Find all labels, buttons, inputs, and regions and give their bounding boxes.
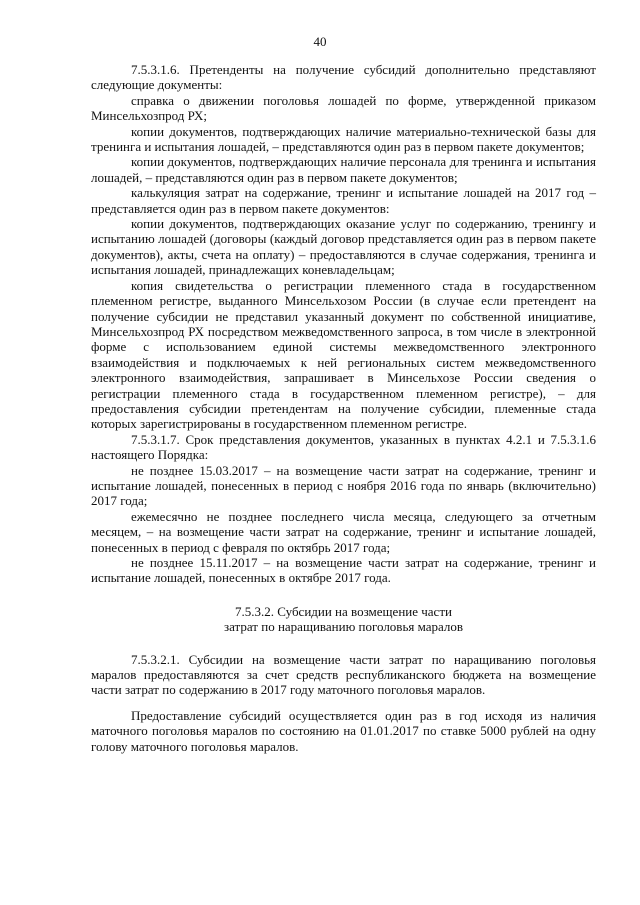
paragraph-breeding-herd-certificate: копия свидетельства о регистрации племенного стада в государственном племенном регистре, выданного Минсельхозом России (в случае если претендент на получение субсидии не представил указанный документ по собственной инициативе, Минсельхозпрод РХ посредством межведомственного запроса, в том числе в электронной форме с использованием единой системы межведомственного электронного взаимодействия и подключаемых к ней региональных систем межведомственного электронного взаимодействия, запрашивает в Минсельхозе России сведения о регистрации племенного стада в государственном племенном регистре), – для предоставления субсидии претендентам на получение субсидии, племенные стада которых зарегистрированы в государственном племенном регистре.	[91, 277, 596, 432]
paragraph-7-5-3-1-7: 7.5.3.1.7. Срок представления документов, указанных в пунктах 4.2.1 и 7.5.3.1.6 настоящего Порядка:	[91, 431, 596, 463]
paragraph-service-documents: копии документов, подтверждающих оказание услуг по содержанию, тренингу и испытанию лошадей (договоры (каждый договор представляется один раз в первом пакете документов), акты, счета на оплату) – предоставляются в случае содержания, тренинга и испытания лошадей, принадлежащих коневладельцам;	[91, 216, 596, 278]
paragraph-cost-calculation: калькуляция затрат на содержание, тренинг и испытание лошадей на 2017 год – представляется один раз в первом пакете документов:	[91, 185, 596, 216]
page-number: 40	[313, 34, 327, 49]
paragraph-subsidy-provision: Предоставление субсидий осуществляется один раз в год исходя из наличия маточного поголовья маралов по состоянию на 01.01.2017 по ставке 5000 рублей на одну голову маточного поголовья маралов.	[91, 707, 596, 754]
paragraph-7-5-3-1-6: 7.5.3.1.6. Претенденты на получение субсидий дополнительно представляют следующие документы:	[91, 62, 596, 93]
paragraph-deadline-november: не позднее 15.11.2017 – на возмещение части затрат на содержание, тренинг и испытание лошадей, понесенных в октябре 2017 года.	[91, 555, 596, 586]
section-heading-line-2: затрат по наращиванию поголовья маралов	[223, 619, 464, 635]
paragraph-material-base-documents: копии документов, подтверждающих наличие материально-технической базы для тренинга и испытания лошадей, – представляются один раз в первом пакете документов;	[91, 123, 596, 155]
paragraph-deadline-march: не позднее 15.03.2017 – на возмещение части затрат на содержание, тренинг и испытание лошадей, понесенных в период с ноября 2016 года по январь (включительно) 2017 года;	[91, 462, 596, 509]
paragraph-deadline-monthly: ежемесячно не позднее последнего числа месяца, следующего за отчетным месяцем, – на возмещение части затрат на содержание, тренинг и испытание лошадей, понесенных в период с февраля по октябрь 2017 года;	[91, 508, 596, 555]
paragraph-horse-movement-certificate: справка о движении поголовья лошадей по форме, утвержденной приказом Минсельхозпрод РХ;	[91, 92, 596, 124]
section-heading-line-1: 7.5.3.2. Субсидии на возмещение части	[235, 603, 452, 619]
paragraph-7-5-3-2-1: 7.5.3.2.1. Субсидии на возмещение части затрат по наращиванию поголовья маралов предоставляются за счет средств республиканского бюджета на возмещение части затрат по содержанию в 2017 году маточного поголовья маралов.	[91, 651, 596, 698]
document-body	[91, 62, 596, 754]
paragraph-personnel-documents: копии документов, подтверждающих наличие персонала для тренинга и испытания лошадей, – представляются один раз в первом пакете документов;	[91, 154, 596, 185]
